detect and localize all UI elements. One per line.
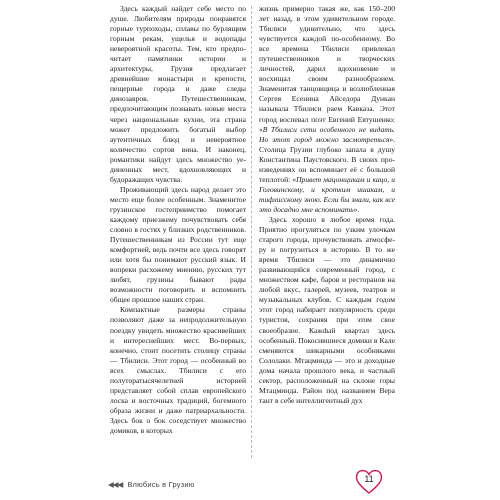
right-text-a: жизнь примерно такая же, как 150–200 лет назад, в этом удивительном городе. Тбилиси удивительно, что здесь чувствуется каждой по-особенному. Во все времена Тбилиси привлекал путешественников и творческих личностей, дарил вдохновение и восхищал своим разнообразием. Знаменитая танцовщица и возлюбленная Сергея Есенина Айседора Дункан называла Тбилиси раем Кавказа. Этот город воспевал поэт Евгений Евтушенко: « [259,4,395,134]
right-text-c: ». [353,204,360,214]
arrows-ornament-icon: ◀◀◀ [108,480,123,489]
paustovsky-quote: Привет мацонщикам и кацо, и Головинскому, и кротким ишакам, и тифлисскому зною. Если бы знали, как все это досадно мне вспоминать [259,174,395,214]
left-paragraph-1: Здесь каждый найдет себе место по душе. Любителям природы понравятся горные турпоходы, сплавы по бурлящим горным рекам, ущелья и водопады невероятной красоты. Тем, кто предпочитает памятники истории и архитектуры, Грузия предлагает древнейшие монастыри и крепости, пещерные города и даже следы динозавров. Путешественникам, предпочитающим познавать новые места через национальные кухни, эта страна может предложить богатый выбор аутентичных блюд и невероятное количество сортов вина. И наконец, романтики найдут здесь множество уединенных мест, вдохновляющих и будоражащих чувства. [110,4,246,184]
right-column [259,4,395,406]
yevtushenko-quote: В Тбилиси сети особенного не видать. Но этот город можно засмотреться [259,124,395,144]
page-number-badge [354,466,384,496]
right-paragraph-1 [259,4,395,215]
left-paragraph-2: Проживающий здесь народ делает это место еще более особенным. Знаменитое грузинское гостеприимство помогает каждому приезжему почувствовать себя словно в гостях у близких родственников. Путешественникам из России тут еще комфортней, ведь почти все здесь говорят или хотя бы понимают русский язык. И вопреки расхожему мнению, русских тут любят, грузины бывают рады возможности поговорить и вспомнить общее прошлое наших стран. [110,184,246,305]
right-paragraph-2: Здесь хорошо в любое время года. Приятно прогуляться по узким улочкам старого города, прочувствовать атмосферу и погрузиться в историю. В то же время Тбилиси — это динамично развивающийся современный город, с множеством кафе, баров и ресторанов на любой вкус, галерей, музеев, театров и музыкальных клубов. С каждым годом этот город набирает популярность среди туристов, сохраняя при этом свое своеобразие. Кажdый квартал здесь особенный. Покосившиеся домики в Кале сменяются шикарными особняками Сололаки. Мтацминда — это и доходные дома начала прошлого века, и частный сектор, расположенный на склоне горы Мтацминда. Район под названием Вера тант в себе интеллигентный дух [259,214,395,405]
column-divider [251,6,252,458]
right-text-b: ». Столица Грузии глубоко запала в душу Константина Паустовского. В своих произведениях он вспоминает её с большой теплотой: « [259,134,395,184]
left-column [110,4,246,436]
left-paragraph-3: Компактные размеры страны позволяют даже за непродолжительную поездку увидеть множество красивейших и интереснейших мест. Во-первых, конечно, стоит посетить столицу страны — Тбилиси. Этот город — особенный во всех смыслах. Тбилиси с его полуторатысячелетней историей представляет собой сплав европейского лоска и восточных традиций, богемного образа жизни и даже патриархальности. Здесь бок о бок соседствует множество домиков, в которых [110,305,246,435]
book-title: Влюбись в Грузию [127,480,195,489]
running-footer [108,480,195,489]
page-number: 11 [364,474,374,484]
